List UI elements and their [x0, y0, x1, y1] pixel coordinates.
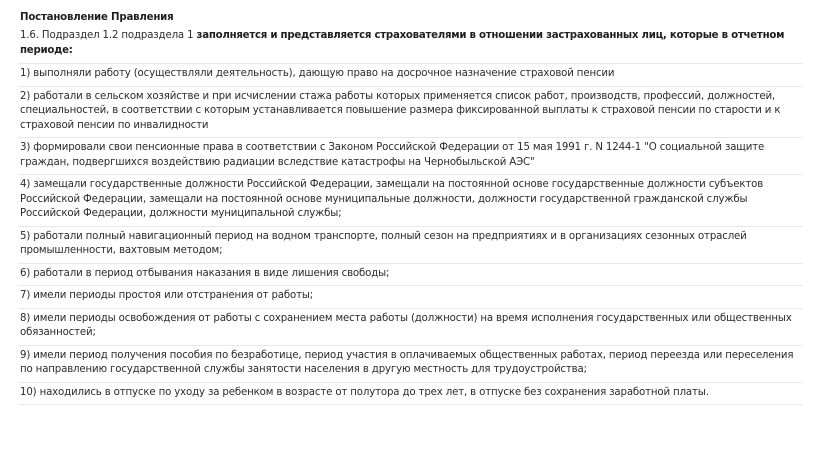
document-body [18, 8, 803, 405]
list-item-9: 9) имели период получения пособия по безработице, период участия в оплачиваемых общественных работах, период переезда или переселения по направлению государственной службы занятости населения в другую местность для трудоустройства; [18, 346, 803, 383]
list-item-5: 5) работали полный навигационный период на водном транспорте, полный сезон на предприятиях и в организациях сезонных отраслей промышленности, вахтовым методом; [18, 227, 803, 264]
list-item-3: 3) формировали свои пенсионные права в соответствии с Законом Российской Федерации от 15 мая 1991 г. N 1244-1 "О социальной защите граждан, подвергшихся воздействию радиации вследствие катастрофы на Чернобыльской АЭС" [18, 138, 803, 175]
list-item-4: 4) замещали государственные должности Российской Федерации, замещали на постоянной основе государственные должности субъектов Российской Федерации, замещали на постоянной основе муниципальные должности, должности государственной гражданской службы Российской Федерации, должности муниципальной службы; [18, 175, 803, 227]
document-title: Постановление Правления [20, 12, 174, 23]
list-item-1: 1) выполняли работу (осуществляли деятельность), дающую право на досрочное назначение страховой пенсии [18, 64, 803, 87]
list-item-10: 10) находились в отпуске по уходу за ребенком в возрасте от полутора до трех лет, в отпуске без сохранения заработной платы. [18, 383, 803, 406]
list-item-8: 8) имели периоды освобождения от работы с сохранением места работы (должности) на время исполнения государственных или общественных обязанностей; [18, 309, 803, 346]
intro-paragraph [18, 25, 803, 64]
intro-prefix: 1.6. Подраздел 1.2 подраздела 1 [20, 30, 197, 41]
list-item-7: 7) имели периоды простоя или отстранения от работы; [18, 286, 803, 309]
list-item-6: 6) работали в период отбывания наказания в виде лишения свободы; [18, 264, 803, 287]
intro-bold-text: заполняется и представляется страхователями в отношении застрахованных лиц, которые в отчетном периоде: [20, 30, 785, 56]
list-item-2: 2) работали в сельском хозяйстве и при исчислении стажа работы которых применяется список работ, производств, профессий, должностей, специальностей, в соответствии с которым устанавливается повышение размера фиксированной выплаты к страховой пенсии по старости и к страховой пенсии по инвалидности [18, 87, 803, 139]
